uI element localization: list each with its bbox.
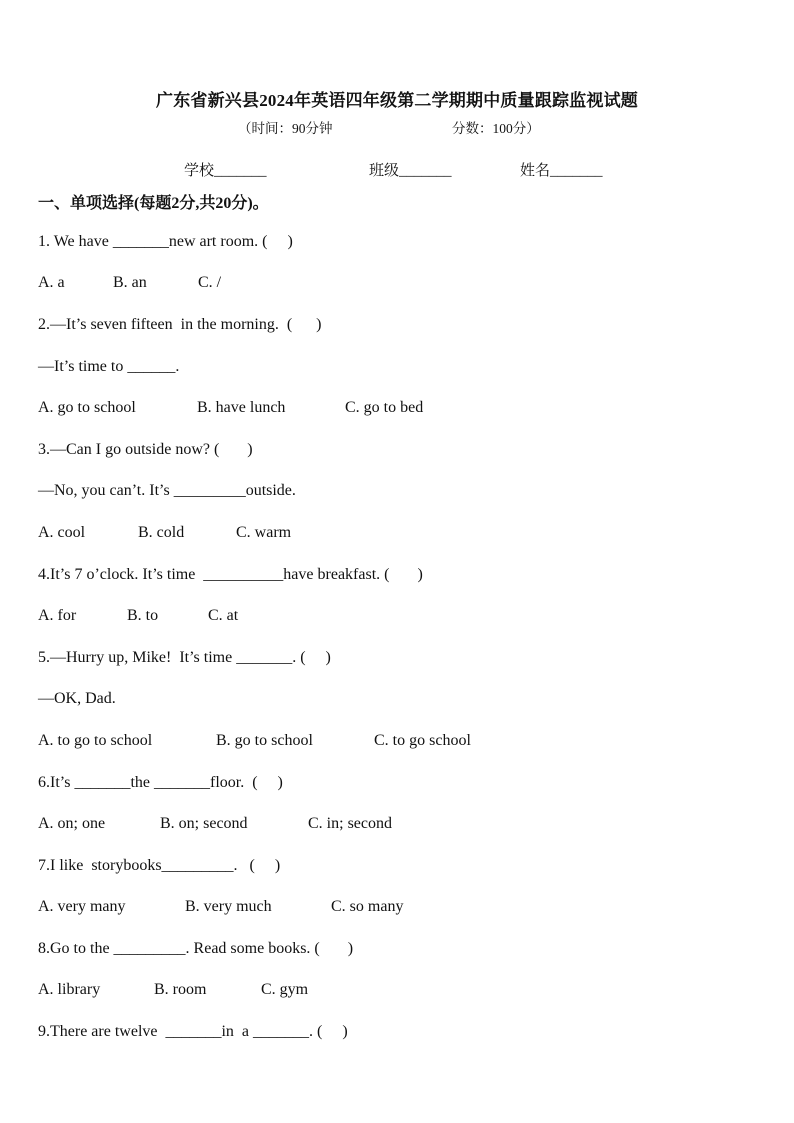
question-5-text: —OK, Dad. — [38, 690, 116, 707]
question-5-options — [38, 732, 471, 750]
option-b: B. room — [154, 981, 207, 998]
question-1-options — [38, 274, 221, 292]
question-6-options — [38, 815, 392, 833]
option-b: B. have lunch — [197, 399, 286, 416]
option-c: C. / — [198, 274, 222, 291]
option-b: B. to — [127, 607, 159, 624]
question-2-text: 2.—It’s seven fifteen in the morning. ( ) — [38, 316, 322, 333]
option-c: C. to go school — [374, 732, 471, 749]
question-3-options — [38, 524, 291, 542]
option-b: B. an — [113, 274, 147, 291]
option-b: B. go to school — [216, 732, 313, 749]
option-b: B. very much — [185, 898, 272, 915]
question-7-options — [38, 898, 403, 916]
question-2-options — [38, 399, 423, 417]
question-3-text: —No, you can’t. It’s _________outside. — [38, 482, 296, 499]
name-field: 姓名_______ — [520, 163, 603, 179]
page-title: 广东省新兴县2024年英语四年级第二学期期中质量跟踪监视试题 — [156, 91, 638, 110]
question-7-text: 7.I like storybooks_________. ( ) — [38, 857, 281, 874]
option-a: A. go to school — [38, 399, 136, 416]
option-a: A. a — [38, 274, 65, 291]
question-6-text: 6.It’s _______the _______floor. ( ) — [38, 774, 283, 791]
question-4-text: 4.It’s 7 o’clock. It’s time __________have breakfast. ( ) — [38, 566, 423, 583]
question-9-text: 9.There are twelve _______in a _______. ( ) — [38, 1023, 348, 1040]
option-a: A. cool — [38, 524, 86, 541]
question-8-options — [38, 981, 308, 999]
option-b: B. cold — [138, 524, 185, 541]
option-b: B. on; second — [160, 815, 248, 832]
option-a: A. on; one — [38, 815, 106, 832]
question-5-text: 5.—Hurry up, Mike! It’s time _______. ( ) — [38, 649, 331, 666]
option-a: A. for — [38, 607, 77, 624]
option-c: C. at — [208, 607, 239, 624]
question-2-text: —It’s time to ______. — [38, 358, 180, 375]
option-c: C. gym — [261, 981, 309, 998]
option-a: A. to go to school — [38, 732, 153, 749]
exam-time: （时间：90分钟 — [238, 121, 333, 136]
option-c: C. in; second — [308, 815, 392, 832]
question-8-text: 8.Go to the _________. Read some books. ( ) — [38, 940, 354, 957]
question-4-options — [38, 607, 238, 625]
school-field: 学校_______ — [184, 163, 267, 179]
option-a: A. very many — [38, 898, 126, 915]
option-c: C. go to bed — [345, 399, 424, 416]
question-1-text: 1. We have _______new art room. ( ) — [38, 233, 293, 250]
option-c: C. warm — [236, 524, 292, 541]
exam-score: 分数：100分） — [452, 121, 540, 136]
section-heading: 一、单项选择(每题2分,共20分)。 — [38, 195, 269, 212]
option-a: A. library — [38, 981, 101, 998]
class-field: 班级_______ — [369, 163, 452, 179]
question-3-text: 3.—Can I go outside now? ( ) — [38, 441, 253, 458]
option-c: C. so many — [331, 898, 404, 915]
